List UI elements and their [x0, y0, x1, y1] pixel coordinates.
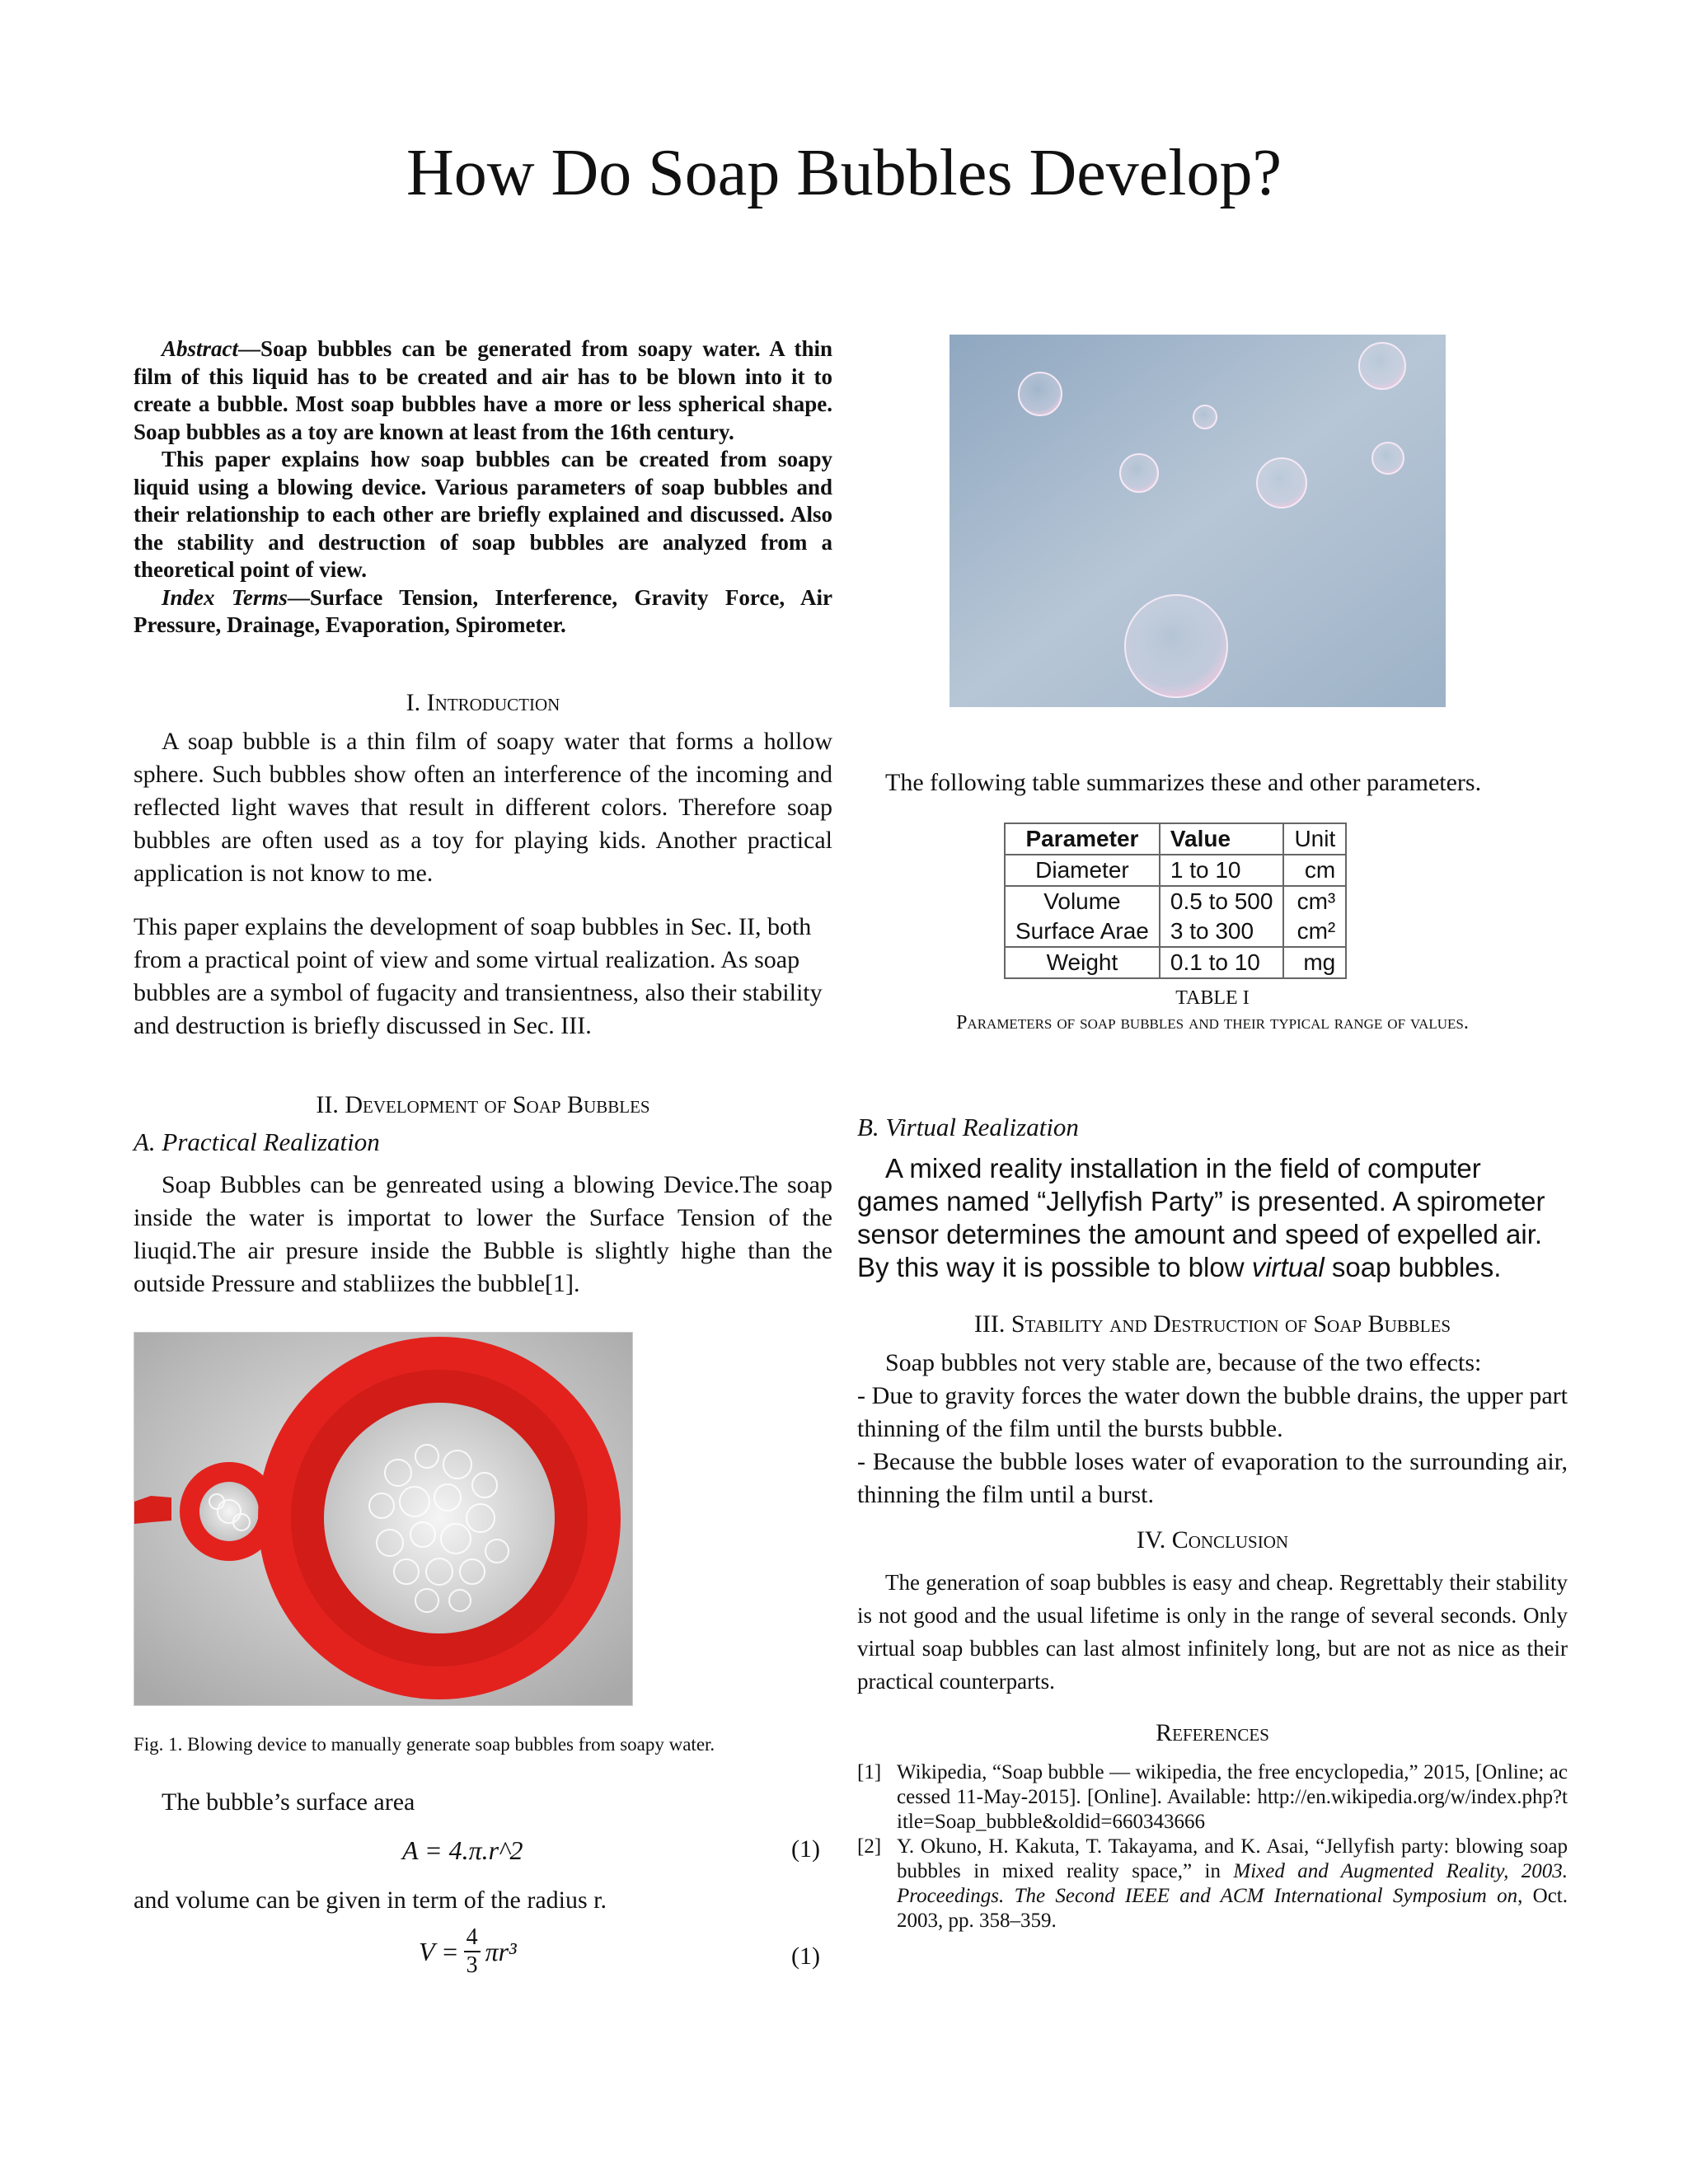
references-list	[857, 1760, 1568, 1933]
abstract: Abstract—Soap bubbles can be generated from soapy water. A thin film of this liquid has to be created and air has to be blown into it to create a bubble. Most soap bubbles have a more or less spherical shape. Soap bubbles as a toy are known at least from the 16th century. This paper explains how soap bubbles can be created from soapy liquid using a blowing device. Various parameters of soap bubbles and their relationship to each other are briefly explained and discussed. Also the stability and destruction of soap bubbles are analyzed from a theoretical point of view. Index Terms—Surface Tension, Interference, Gravity Force, Air Pressure, Drainage, Evaporation, Spirometer.	[134, 336, 832, 637]
section-2-heading: II. Development of Soap Bubbles	[316, 1091, 650, 1118]
table-header-unit: Unit	[1283, 823, 1346, 855]
equation-1: A = 4.π.r^2	[402, 1835, 523, 1865]
section-3-heading: III. Stability and Destruction of Soap Bubbles	[973, 1310, 1451, 1338]
list-item: [2] Y. Okuno, H. Kakuta, T. Takayama, and K. Asai, “Jellyfish party: blowing soap bubbles in mixed reality space,” in Mixed and Augmented Reality, 2003. Proceedings. The Second IEEE and ACM International Symposium on, Oct. 2003, pp. 358–359.	[857, 1835, 1568, 1932]
subsection-b-heading: B. Virtual Realization	[857, 1113, 1079, 1141]
figure-1-caption: Fig. 1. Blowing device to manually generate soap bubbles from soapy water.	[134, 1734, 715, 1755]
table-label: TABLE I	[1175, 987, 1250, 1009]
equation-2-denominator: 3	[466, 1952, 478, 1978]
equation-2-numerator: 4	[464, 1924, 481, 1952]
subsection-a-heading: A. Practical Realization	[134, 1127, 380, 1156]
table-caption: Parameters of soap bubbles and their typical range of values.	[956, 1012, 1469, 1033]
section-1-paragraph-2: This paper explains the development of soap bubbles in Sec. II, both from a practical point of view and some virtual realization. As soap bubbles are a symbol of fugacity and transientness, also their stability and destruction is briefly discussed in Sec. III.	[134, 913, 823, 1039]
abstract-label: Abstract	[162, 336, 239, 361]
section-1-heading: I. Introduction	[406, 689, 560, 716]
abstract-p2: This paper explains how soap bubbles can be created from soapy liquid using a blowing device. Various parameters of soap bubbles and their relationship to each other are briefly explained and discussed. Also the stability and destruction of soap bubbles are analyzed from a theoretical point of view.	[134, 447, 832, 582]
abstract-p1: Soap bubbles can be generated from soapy water. A thin film of this liquid has to be created and air has to be blown into it to create a bubble. Most soap bubbles have a more or less spherical shape. Soap bubbles as a toy are known at least from the 16th century.	[134, 336, 832, 444]
table-header-value: Value	[1160, 823, 1284, 855]
section-4-heading: IV. Conclusion	[1136, 1526, 1289, 1554]
table-row: Diameter 1 to 10 cm	[1005, 855, 1346, 886]
references-heading: References	[1156, 1719, 1269, 1746]
section-3-bullet-2: - Because the bubble loses water of evaporation to the surrounding air, thinning the film until a burst.	[857, 1448, 1568, 1508]
index-terms-label: Index Terms	[162, 584, 288, 610]
section-1-paragraph-1: A soap bubble is a thin film of soapy water that forms a hollow sphere. Such bubbles show often an interference of the incoming and reflected light waves that result in different colors. Therefore soap bubbles are often used as a toy for playing kids. Another practical application is not know to me.	[134, 728, 832, 887]
subsection-b-paragraph: A mixed reality installation in the field of computer games named “Jellyfish Party” is presented. A spirometer sensor determines the amount and speed of expelled air. By this way it is possible to blow virtual soap bubbles.	[857, 1153, 1545, 1282]
parameters-table	[1004, 823, 1347, 979]
subsection-a-paragraph: Soap Bubbles can be genreated using a blowing Device.The soap inside the water is importat to lower the Surface Tension of the liuqid.The air presure inside the Bubble is slightly highe than the outside Pressure and stabliizes the bubble[1].	[134, 1171, 832, 1297]
table-header-parameter: Parameter	[1005, 823, 1160, 855]
equation-2-number: (1)	[791, 1943, 820, 1970]
paper-title: How Do Soap Bubbles Develop?	[406, 137, 1282, 209]
surface-area-text: The bubble’s surface area	[162, 1788, 415, 1816]
table-row: Weight 0.1 to 10 mg	[1005, 947, 1346, 978]
equation-2: V = $\frac{4}{3}$ πr³	[419, 1924, 517, 1978]
section-4-paragraph: The generation of soap bubbles is easy and cheap. Regrettably their stability is not good and the usual lifetime is only in the range of several seconds. Only virtual soap bubbles can last almost infinitely long, but are not as nice as their practical counterparts.	[857, 1570, 1568, 1694]
section-3-paragraph: Soap bubbles not very stable are, because of the two effects:	[885, 1349, 1482, 1376]
table-row: Surface Arae 3 to 300 cm²	[1005, 916, 1346, 947]
table-intro-text: The following table summarizes these and other parameters.	[885, 769, 1482, 796]
list-item: [1] Wikipedia, “Soap bubble — wikipedia, the free encyclopedia,” 2015, [Online; accessed 11-May-2015]. [Online]. Available: http://en.wikipedia.org/w/index.php?title=Soap_bubble&oldid=660343666	[857, 1761, 1568, 1833]
table-row: Volume 0.5 to 500 cm³	[1005, 886, 1346, 916]
section-3-bullet-1: - Due to gravity forces the water down the bubble drains, the upper part thinning of the film until the bursts bubble.	[857, 1382, 1568, 1442]
volume-text: and volume can be given in term of the radius r.	[134, 1886, 607, 1914]
blowing-device-figure	[134, 1332, 633, 1706]
equation-1-number: (1)	[791, 1835, 820, 1863]
index-terms: Surface Tension, Interference, Gravity Force, Air Pressure, Drainage, Evaporation, Spirometer.	[134, 584, 832, 637]
soap-bubbles-photo	[950, 335, 1446, 707]
